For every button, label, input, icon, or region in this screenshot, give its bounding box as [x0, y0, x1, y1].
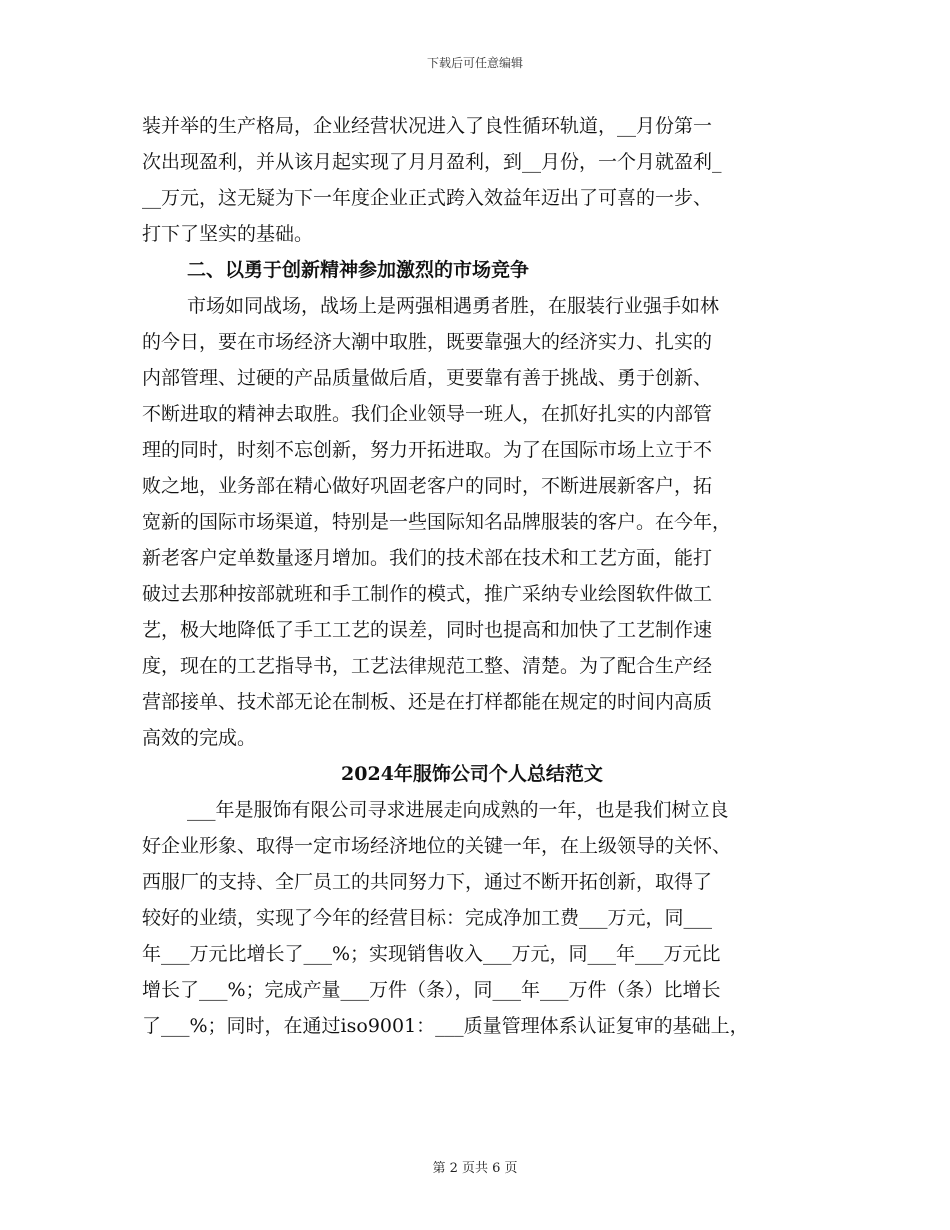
text-line: 度，现在的工艺指导书，工艺法律规范工整、清楚。为了配合生产经	[142, 655, 713, 677]
text-line: 不断进取的精神去取胜。我们企业领导一班人，在抓好扎实的内部管	[142, 403, 713, 425]
document-body	[142, 108, 802, 1044]
text-line: 新老客户定单数量逐月增加。我们的技术部在技术和工艺方面，能打	[142, 547, 713, 569]
text-line: 打下了坚实的基础。	[142, 223, 314, 245]
text-line: 市场如同战场，战场上是两强相遇勇者胜，在服装行业强手如林	[187, 295, 720, 317]
text-line: 高效的完成。	[142, 727, 257, 749]
text-line: 败之地，业务部在精心做好巩固老客户的同时，不断进展新客户，拓	[142, 475, 713, 497]
text-line: 营部接单、技术部无论在制板、还是在打样都能在规定的时间内高质	[142, 691, 713, 713]
text-line: 艺，极大地降低了手工工艺的误差，同时也提高和加快了工艺制作速	[142, 619, 713, 641]
paragraph-2	[142, 288, 802, 756]
text-line: 西服厂的支持、全厂员工的共同努力下，通过不断开拓创新，取得了	[142, 871, 713, 893]
text-line: 装并举的生产格局，企业经营状况进入了良性循环轨道，__月份第一	[142, 115, 713, 137]
text-line: 内部管理、过硬的产品质量做后盾，更要靠有善于挑战、勇于创新、	[142, 367, 713, 389]
text-line: __万元，这无疑为下一年度企业正式跨入效益年迈出了可喜的一步、	[142, 187, 713, 209]
text-line: ___年是服饰有限公司寻求进展走向成熟的一年，也是我们树立良	[187, 799, 729, 821]
page-footer: 第 2 页共 6 页	[432, 1161, 518, 1176]
text-line: 理的同时，时刻不忘创新，努力开拓进取。为了在国际市场上立于不	[142, 439, 713, 461]
section-heading: 二、以勇于创新精神参加激烈的市场竞争	[187, 259, 530, 281]
text-line: 年___万元比增长了___%；实现销售收入___万元，同___年___万元比	[142, 943, 721, 965]
text-line: 了___%；同时，在通过iso9001：___质量管理体系认证复审的基础上，	[142, 1015, 749, 1037]
text-line: 增长了___%；完成产量___万件（条），同___年___万件（条）比增长	[142, 979, 721, 1001]
text-line: 次出现盈利，并从该月起实现了月月盈利，到__月份，一个月就盈利_	[142, 151, 722, 173]
paragraph-1	[142, 108, 802, 252]
page-header: 下载后可任意编辑	[426, 56, 523, 70]
text-line: 的今日，要在市场经济大潮中取胜，既要靠强大的经济实力、扎实的	[142, 331, 713, 353]
text-line: 较好的业绩，实现了今年的经营目标：完成净加工费___万元，同___	[142, 907, 713, 929]
paragraph-3	[142, 792, 802, 1044]
text-line: 宽新的国际市场渠道，特别是一些国际知名品牌服装的客户。在今年，	[142, 511, 732, 533]
text-line: 好企业形象、取得一定市场经济地位的关键一年，在上级领导的关怀、	[142, 835, 732, 857]
document-title: 2024年服饰公司个人总结范文	[341, 763, 603, 785]
text-line: 破过去那种按部就班和手工制作的模式，推广采纳专业绘图软件做工	[142, 583, 713, 605]
